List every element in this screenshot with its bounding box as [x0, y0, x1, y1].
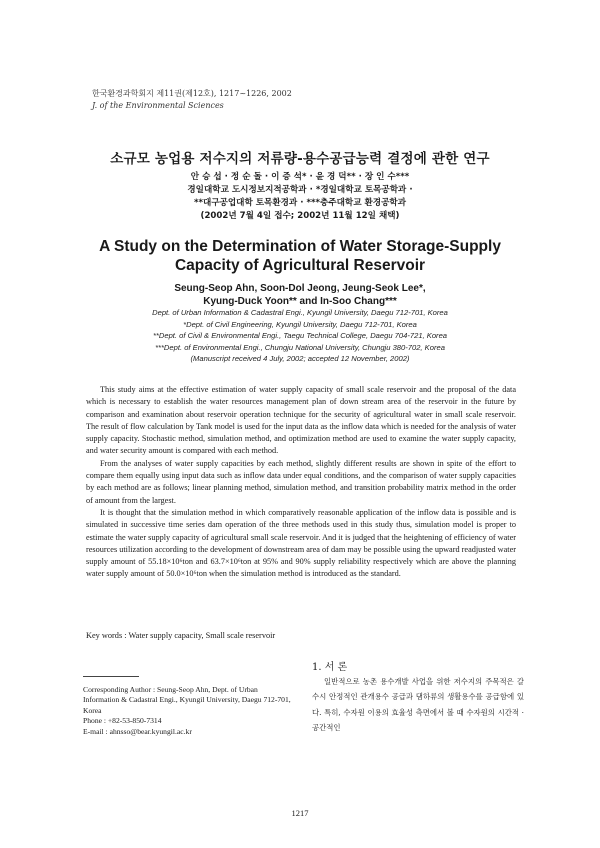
- affiliation-line: ***Dept. of Environmental Engi., Chungju National University, Chungju 380-702, Korea: [155, 342, 445, 352]
- korean-authors: 안 승 섭 · 정 순 돌 · 이 증 석* · 윤 경 덕** · 장 인 수***: [190, 172, 410, 182]
- footnote-rule: [83, 676, 139, 677]
- journal-header: [92, 88, 292, 112]
- english-authors: [0, 282, 600, 308]
- authors-line-1: Seung-Seop Ahn, Soon-Dol Jeong, Jeung-Seok Lee*,: [174, 283, 426, 294]
- footnote-author: Corresponding Author : Seung-Seop Ahn, Dept. of Urban Information & Cadastral Engi., Kyungil University, Daegu 712-701, Korea: [83, 685, 291, 715]
- journal-english: J. of the Environmental Sciences: [92, 101, 224, 110]
- korean-received-date: (2002년 7월 4일 접수; 2002년 11월 12일 채택): [200, 211, 400, 221]
- affiliation-line: Dept. of Urban Information & Cadastral Engi., Kyungil University, Daegu 712-701, Korea: [152, 308, 448, 317]
- introduction-body: [312, 674, 524, 736]
- abstract: [86, 384, 516, 581]
- english-title-line-1: A Study on the Determination of Water Storage-Supply: [99, 238, 501, 255]
- korean-author-block: [0, 171, 600, 223]
- footnote-email: E-mail : ahnsso@bear.kyungil.ac.kr: [83, 726, 192, 736]
- manuscript-dates: (Manuscript received 4 July, 2002; accepted 12 November, 2002): [190, 354, 410, 364]
- corresponding-author-footnote: [83, 685, 293, 737]
- abstract-paragraph-1: This study aims at the effective estimation of water supply capacity of small scale reservoir and the proposal of the data which is necessary to establish the water resources management plan of down stream area of the reservoir in the future by comparison and examination about reservoir operation technique for the security of agricultural water in small scale reservoir. The result of flow calculation by Tank model is used for the input data as the inflow data which is needed for the analysis of water supply capacity. Stochastic method, simulation method, and optimization method are used to examine the water supply capacity, and water security amount is compared with each method.: [86, 385, 516, 456]
- english-title: [0, 237, 600, 275]
- abstract-paragraph-3: It is thought that the simulation method in which comparatively reasonable application of the inflow data is possible and is simulated in successive time series dam operation of the three methods used in this study thus, simulation model is proper to estimate the water supply capacity of agricultural small scale reservoir. And it is judged that the heightening of efficiency of water resources utilization according to the development of downstream area of dam may be possible using the upward readjusted water supply amount of 55.18×10⁶ton and 63.7×10⁶ton at 95% and 90% supply reliability respectively which are above the planning water supply amount of 50.0×10⁶ton when the simulation method is introduced as the standard.: [86, 507, 516, 579]
- keywords: Key words : Water supply capacity, Small scale reservoir: [86, 631, 276, 640]
- korean-affiliation-2: **대구공업대학 토목환경과 · ***충주대학교 환경공학과: [193, 198, 407, 208]
- introduction-heading: 1. 서 론: [312, 662, 348, 673]
- abstract-paragraph-2: From the analyses of water supply capacities by each method, slightly different results are shown in spite of the effort to compare them equally using input data such as inflow data under equal conditions, and the comparison of water supply capacities by each method are as follows; linear planning method, simulation method, and transition probability matrix method in the order of amount from the largest.: [86, 458, 516, 505]
- authors-line-2: Kyung-Duck Yoon** and In-Soo Chang***: [203, 296, 397, 307]
- journal-korean: 한국환경과학회지 제11권(제12호), 1217~1226, 2002: [92, 89, 292, 98]
- korean-title: 소규모 농업용 저수지의 저류량-용수공급능력 결정에 관한 연구: [110, 151, 490, 167]
- affiliation-line: *Dept. of Civil Engineering, Kyungil University, Daegu 712-701, Korea: [183, 319, 417, 329]
- korean-affiliation-1: 경일대학교 도시정보지적공학과 · *경일대학교 토목공학과 ·: [187, 185, 413, 195]
- introduction-paragraph: 일반적으로 농촌 용수개발 사업을 위한 저수지의 주목적은 갈수시 안정적인 관개용수 공급과 댐하류의 생활용수를 공급함에 있다. 특히, 수자원 이용의 효율성 측면에서 볼 때 수자원의 시간적 · 공간적인: [312, 677, 524, 733]
- page-number: 1217: [291, 808, 309, 818]
- english-title-line-2: Capacity of Agricultural Reservoir: [174, 257, 426, 274]
- english-affiliations: [0, 307, 600, 365]
- affiliation-line: **Dept. of Civil & Environmental Engi., Taegu Technical College, Daegu 704-721, Korea: [152, 331, 448, 341]
- footnote-phone: Phone : +82-53-850-7314: [83, 716, 162, 726]
